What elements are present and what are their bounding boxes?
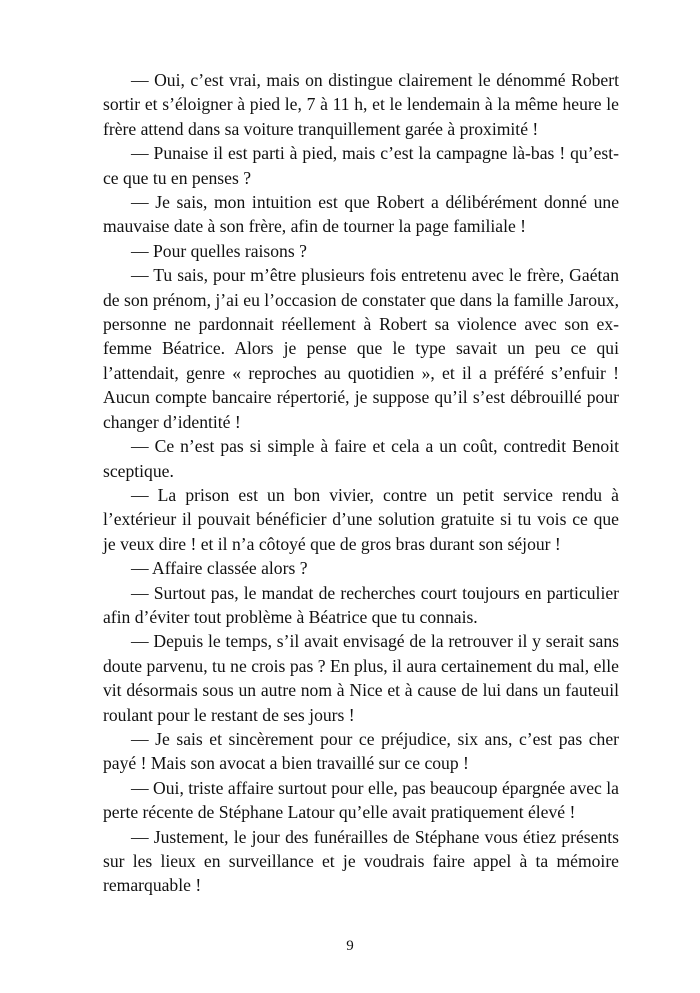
dialogue-paragraph: — Ce n’est pas si simple à faire et cela a un coût, contredit Benoit sceptique. (103, 436, 619, 481)
dialogue-paragraph: — Justement, le jour des funérailles de Stéphane vous étiez présents sur les lieux en surveillance et je voudrais faire appel à ta mémoire remarquable ! (103, 826, 619, 896)
dialogue-paragraph: — Affaire classée alors ? (131, 558, 308, 579)
dialogue-paragraph: — Tu sais, pour m’être plusieurs fois entretenu avec le frère, Gaétan de son prénom, j’ai eu l’occasion de constater que dans la famille Jaroux, personne ne pardonnait réellement à Robert sa violence avec son ex-femme Béatrice. Alors je pense que le type savait un peu ce qui l’attendait, genre « reproches au quotidien », et il a préféré s’enfuir ! Aucun compte bancaire répertorié, je suppose qu’il s’est débrouillé pour changer d’identité ! (103, 265, 619, 432)
dialogue-paragraph: — Punaise il est parti à pied, mais c’est la campagne là-bas ! qu’est-ce que tu en penses ? (103, 143, 619, 188)
dialogue-paragraph: — La prison est un bon vivier, contre un petit service rendu à l’extérieur il pouvait bénéficier d’une solution gratuite si tu vois ce que je veux dire ! et il n’a côtoyé que de gros bras durant son séjour ! (103, 484, 619, 554)
dialogue-paragraph: — Surtout pas, le mandat de recherches court toujours en particulier afin d’éviter tout problème à Béatrice que tu connais. (103, 582, 619, 627)
dialogue-paragraph: — Pour quelles raisons ? (131, 240, 307, 261)
page-number: 9 (346, 938, 354, 954)
dialogue-paragraph: — Je sais et sincèrement pour ce préjudice, six ans, c’est pas cher payé ! Mais son avocat a bien travaillé sur ce coup ! (103, 728, 619, 774)
dialogue-paragraph: — Je sais, mon intuition est que Robert a délibérément donné une mauvaise date à son frère, afin de tourner la page familiale ! (103, 192, 619, 237)
dialogue-paragraph: — Oui, c’est vrai, mais on distingue clairement le dénommé Robert sortir et s’éloigner à pied le, 7 à 11 h, et le lendemain à la même heure le frère attend dans sa voiture tranquillement garée à proximité ! (103, 70, 619, 139)
dialogue-paragraph: — Oui, triste affaire surtout pour elle, pas beaucoup épargnée avec la perte récente de Stéphane Latour qu’elle avait pratiquement élevé ! (103, 777, 619, 823)
page-text (103, 68, 619, 898)
dialogue-paragraph: — Depuis le temps, s’il avait envisagé de la retrouver il y serait sans doute parvenu, tu ne crois pas ? En plus, il aura certainement du mal, elle vit désormais sous un autre nom à Nice et à cause de lui dans un fauteuil roulant pour le restant de ses jours ! (103, 631, 619, 725)
